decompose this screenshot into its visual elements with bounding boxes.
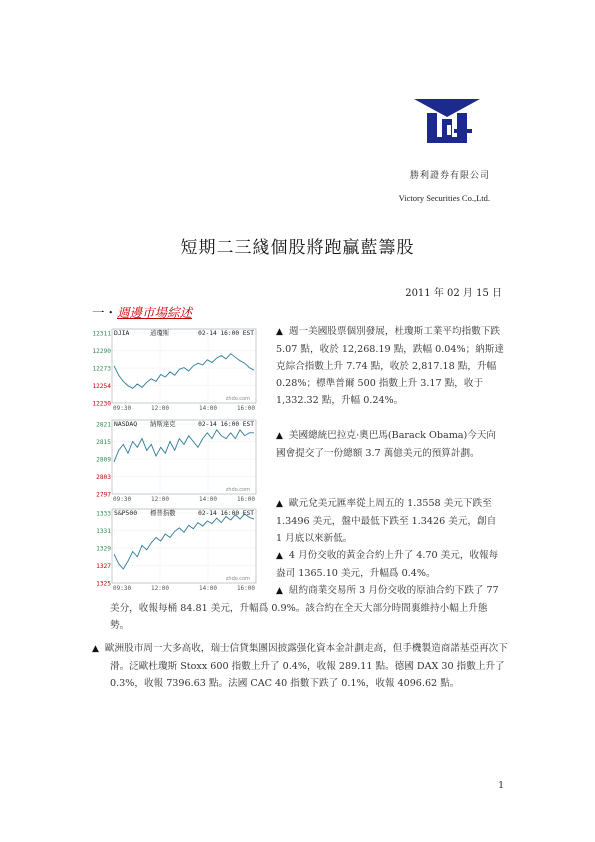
chart-x-tick-label: 12:00 — [150, 585, 170, 592]
chart-y-tick-label: 1325 — [96, 580, 111, 588]
chart-source-label: zhdo.com — [225, 487, 250, 493]
chart-x-tick-label: 16:00 — [236, 585, 255, 592]
company-name-zh: 勝利證券有限公司 — [409, 171, 490, 181]
chart-x-tick-label: 12:00 — [150, 405, 170, 412]
paragraph-text: 紐約商業交易所 3 月份交收的原油合約下跌了 77 美分，收報每桶 84.81 美元，升幅爲 0.9%。該合約在全天大部分時間裏維持小幅上升態勢。 — [110, 585, 499, 631]
report-date: 2011 年 02 月 15 日 — [405, 288, 502, 299]
chart-sp500 — [90, 507, 258, 593]
chart-plot-area — [112, 509, 256, 583]
chart-djia — [90, 327, 258, 413]
chart-y-tick-label: 2797 — [96, 491, 111, 499]
bullet-icon: ▲ — [276, 431, 283, 441]
chart-djia-svg — [90, 327, 258, 413]
paragraph-budget — [276, 427, 504, 462]
chart-x-tick-label: 09:30 — [113, 585, 132, 592]
paragraph-text: 歐元兌美元匯率從上周五的 1.3558 美元下跌至 1.3496 美元，盤中最低下跌至 1.3426 美元，創自 1 月底以來新低。 — [276, 498, 497, 544]
chart-y-tick-label: 2821 — [96, 421, 111, 429]
company-name-en: Victory Securities Co.,Ltd. — [398, 193, 490, 203]
paragraph-text: 4 月份交收的黃金合約上升了 4.70 美元，收報每盎司 1365.10 美元，升幅爲 0.4%。 — [276, 550, 499, 579]
chart-name-label: 道瓊斯 — [150, 329, 170, 337]
paragraph-euro — [276, 495, 504, 547]
chart-source-label: zhdo.com — [225, 396, 250, 402]
chart-x-tick-label: 16:00 — [236, 496, 255, 503]
chart-timestamp-label: 02-14 16:00 EST — [198, 510, 254, 517]
bullet-icon: ▲ — [276, 586, 283, 596]
report-title: 短期二三綫個股將跑贏藍籌股 — [180, 238, 415, 258]
bullet-icon: ▲ — [276, 499, 283, 509]
company-logo — [414, 99, 480, 147]
chart-y-tick-label: 1329 — [96, 545, 111, 553]
chart-name-label: 納斯達克 — [150, 420, 176, 428]
chart-x-tick-label: 14:00 — [198, 496, 218, 503]
chart-timestamp-label: 02-14 16:00 EST — [198, 421, 254, 428]
paragraph-us-stocks — [276, 323, 504, 409]
bullet-icon: ▲ — [276, 327, 283, 337]
chart-code-label: S&P500 — [114, 509, 138, 517]
section-prefix: 一・ — [92, 305, 118, 320]
section-label: 週邊市場綜述 — [117, 305, 193, 320]
chart-x-tick-label: 14:00 — [198, 585, 218, 592]
chart-y-tick-label: 12230 — [92, 400, 111, 408]
chart-sp500-svg — [90, 507, 258, 593]
chart-name-label: 標普指數 — [150, 509, 176, 517]
chart-y-tick-label: 12311 — [92, 330, 111, 338]
chart-plot-area — [112, 329, 256, 403]
paragraph-oil — [110, 582, 504, 634]
page-number: 1 — [498, 781, 504, 791]
chart-x-tick-label: 14:00 — [198, 405, 218, 412]
chart-x-tick-label: 09:30 — [113, 496, 132, 503]
chart-y-tick-label: 12290 — [92, 348, 111, 355]
paragraph-europe — [92, 640, 522, 692]
chart-plot-area — [112, 420, 256, 494]
paragraph-text: 歐洲股市周一大多高收，瑞士信貸集團因披露强化資本金計劃走高，但手機製造商諾基亞再次下滑。泛歐杜瓊斯 Stoxx 600 指數上升了 0.4%，收報 289.11 點。德國 DAX 30 指數上升了 0.3%，收報 7396.63 點。法國 CAC 40 指數下跌了 0.1%，收報 4096.62 點。 — [104, 643, 508, 689]
bullet-icon: ▲ — [276, 551, 283, 561]
bullet-icon: ▲ — [92, 644, 99, 654]
chart-x-tick-label: 12:00 — [150, 496, 170, 503]
paragraph-gold — [276, 547, 504, 582]
section-heading — [92, 303, 192, 321]
chart-x-tick-label: 09:30 — [113, 405, 132, 412]
chart-y-tick-label: 12273 — [92, 365, 111, 373]
paragraph-text: 美國總統巴拉克·奧巴馬(Barack Obama)今天向國會提交了一份總額 3.7 萬億美元的預算計劃。 — [276, 430, 497, 459]
chart-code-label: NASDAQ — [114, 420, 138, 428]
chart-y-tick-label: 1327 — [96, 563, 111, 570]
chart-source-label: zhdo.com — [225, 576, 250, 582]
chart-y-tick-label: 1331 — [96, 528, 111, 535]
chart-x-tick-label: 16:00 — [236, 405, 255, 412]
chart-y-tick-label: 1333 — [96, 510, 111, 518]
paragraph-text: 週一美國股票個別發展，杜瓊斯工業平均指數下跌 5.07 點，收於 12,268.19 點，跌幅 0.04%；納斯達克綜合指數上升 7.74 點，收於 2,817.18 點，升幅 0.28%；標準普爾 500 指數上升 3.17 點，收于 1,332.32 點，升幅 0.24%。 — [276, 326, 504, 406]
chart-code-label: DJIA — [114, 329, 130, 337]
chart-y-tick-label: 2803 — [96, 474, 111, 481]
chart-y-tick-label: 2809 — [96, 456, 111, 464]
chart-timestamp-label: 02-14 16:00 EST — [198, 330, 254, 337]
chart-nasdaq — [90, 418, 258, 504]
chart-y-tick-label: 12254 — [92, 383, 111, 390]
chart-nasdaq-svg — [90, 418, 258, 504]
chart-y-tick-label: 2815 — [96, 439, 111, 446]
